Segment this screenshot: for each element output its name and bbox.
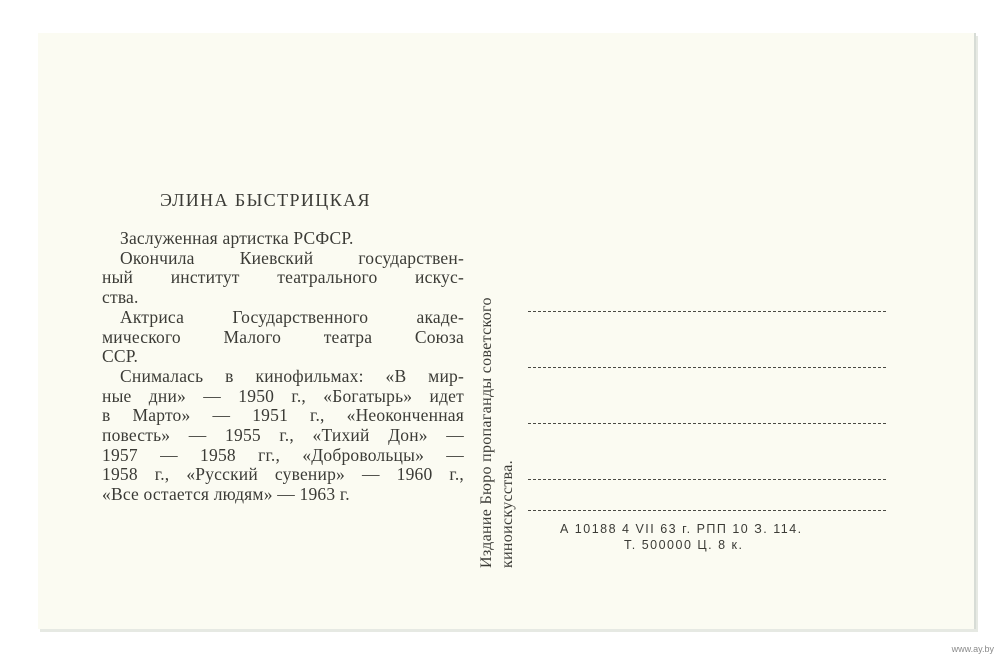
address-line <box>528 367 886 368</box>
actress-name-title: ЭЛИНА БЫСТРИЦКАЯ <box>160 190 371 210</box>
print-info-line-1: А 10188 4 VII 63 г. РПП 10 З. 114. <box>560 522 803 536</box>
bio-line: Окончила Киевский государствен- <box>120 247 464 268</box>
address-line <box>528 423 886 424</box>
biography-text <box>102 229 464 505</box>
publisher-imprint-vertical <box>476 213 520 568</box>
bio-line: ные дни» — 1950 г., «Богатырь» идет <box>102 385 464 406</box>
bio-line: мического Малого театра Союза <box>102 326 464 347</box>
bio-line: ный институт театрального искус- <box>102 267 464 288</box>
bio-line: ССР. <box>102 346 139 367</box>
bio-line: Заслуженная артистка РСФСР. <box>120 228 354 248</box>
bio-line: повесть» — 1955 г., «Тихий Дон» — <box>102 425 464 446</box>
address-line <box>528 510 886 511</box>
address-line <box>528 311 886 312</box>
address-line <box>528 479 886 480</box>
bio-line: ства. <box>102 287 139 308</box>
publisher-line: киноискусства. <box>499 460 516 568</box>
bio-line: в Марто» — 1951 г., «Неоконченная <box>102 405 464 426</box>
publisher-line: Издание Бюро пропаганды советского <box>478 297 495 568</box>
bio-line: 1957 — 1958 гг., «Добровольцы» — <box>102 444 464 465</box>
bio-line: «Все остается людям» — 1963 г. <box>102 484 350 505</box>
watermark: www.ay.by <box>951 644 994 654</box>
print-info-line-2: Т. 500000 Ц. 8 к. <box>624 538 744 552</box>
bio-line: 1958 г., «Русский сувенир» — 1960 г., <box>102 464 464 485</box>
bio-line: Актриса Государственного акаде- <box>120 306 464 327</box>
bio-line: Снималась в кинофильмах: «В мир- <box>120 365 464 386</box>
postcard-back <box>38 33 976 629</box>
